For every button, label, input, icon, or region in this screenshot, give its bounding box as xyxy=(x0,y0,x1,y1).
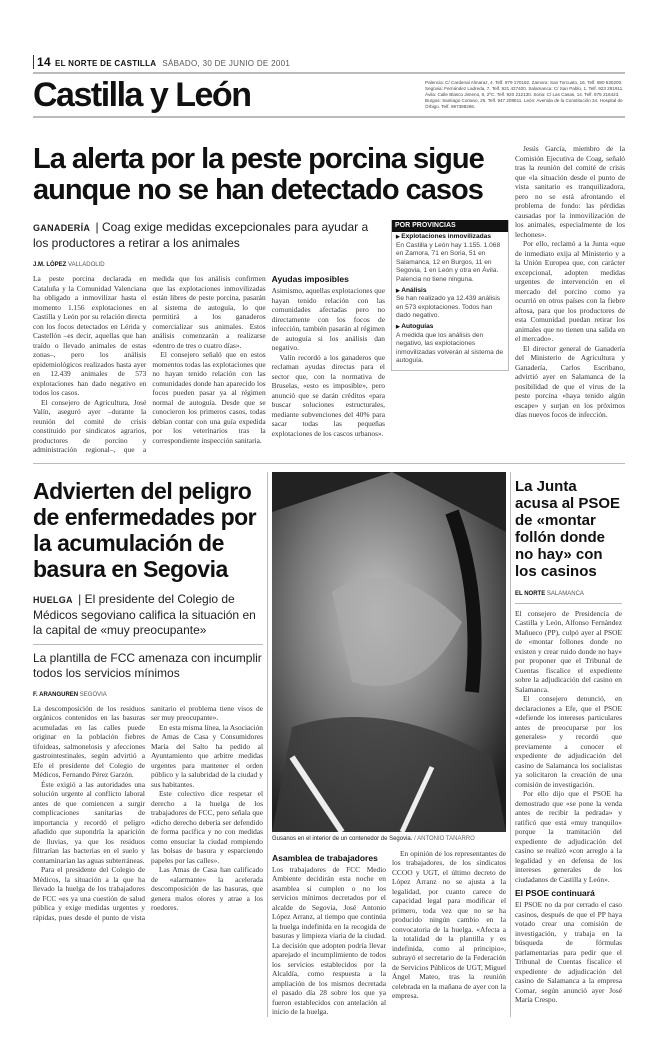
sidebar-item-text: A medida que los análisis den negativo, las explotaciones inmovilizadas volverán al sistema de autoguía. xyxy=(396,331,504,365)
paragraph: Por ello dijo que el PSOE ha demostrado que «se pone la venda antes de recibir la pedrada» y ratificó que está «muy tranquilo» porque la tramitación del expediente de adjudicación del casino se realizó «con arreglo a la legalidad y en defensa de los intereses generales de los ciudadanos de Castilla y León». xyxy=(515,789,622,884)
photo-garbage-container xyxy=(272,472,506,832)
paragraph: Este colectivo dice respetar el derecho a la huelga de los trabajadores de FCC, pero señala que «dicho derecho debería ser defendido de forma pacífica y no con medidas como ensuciar la ciudad rompiendo las bolsas de basura y esparciendo papeles por las calles». xyxy=(151,789,263,865)
article-subhead: GANADERÍA | Coag exige medidas excepcionales para ayudar a los productores a retirar a los animales xyxy=(33,220,369,250)
column-divider xyxy=(510,472,511,1017)
paragraph: En opinión de los representantes de los trabajadores, de los sindicatos CCOO y UGT, el último decreto de López Arranz no se ajusta a la legalidad, por cuanto carece de capacidad legal para modificar el primero, toda vez que no se ha producido ningún cambio en la convocatoria de la huelga. «Afecta a la totalidad de la plantilla y es indefinida, como al principio», subrayó el secretario de la Federación de Servicios Públicos de UGT, Miguel Ángel Mateo, tras la reunión celebrada en la mañana de ayer con la empresa. xyxy=(392,848,506,1000)
sidebar-por-provincias xyxy=(391,220,509,371)
sidebar-item xyxy=(392,232,508,286)
paragraph: El consejero señaló que en estos momentos todas las explotaciones que no hayan tenido relación con las comunidades donde han aparecido los focos pueden pasar ya al régimen normal de autoguía. Desde que se conocieron los primeros casos, todas debían contar con una guía expedida por los veterinarios tras la correspondiente inspección sanitaria. xyxy=(152,350,266,445)
photo-credit: / ANTONIO TANARRO xyxy=(414,835,475,842)
folio xyxy=(33,56,625,70)
paragraph: El consejero denunció, en declaraciones a Efe, que el PSOE «defiende los intereses particulares antes de preocuparse por los generales» y recordó que previamente a conocer el expediente de adjudicación del casino de Salamanca los socialistas ya solicitaron la creación de una comisión de investigación. xyxy=(515,694,622,789)
body-subheading: Asamblea de trabajadores xyxy=(272,852,378,863)
sidebar-title: POR PROVINCIAS xyxy=(392,220,508,232)
sidebar-item-title: ▶ Autoguías xyxy=(396,323,504,332)
body-subheading: El PSOE continuará xyxy=(515,888,595,898)
section-title: Castilla y León xyxy=(33,76,251,114)
kicker: HUELGA xyxy=(33,594,73,605)
byline-place: SALAMANCA xyxy=(546,590,584,597)
byline-author: EL NORTE xyxy=(515,590,546,597)
article-main xyxy=(33,220,385,455)
office-addresses: Palencia: C/ Cardenal Almaraz, 4. Telf. 979 170182. Zamora: San Torcuato, 16. Telf. 980 530200. Segovia: Fernández Ladreda, 7. Telf. 921 427400. Salamanca: C/ San Pablo, 1. Telf. 923 281911. Ávila: Calle Blasco Jimeno, 6, 2ºC. Telf. 920 212130. Soria: C/ Las Casas, 14. Telf. 975 216423. Burgos: Santiago Coriano, 25. Telf. 947 208811. León: Avenida de la Constitución 34. Hospital de Órbigo. Telf. 987388266. xyxy=(425,80,624,109)
divider xyxy=(33,463,625,464)
paragraph: La peste porcina declarada en Cataluña y la Comunidad Valenciana ha obligado a inmovilizar hasta el momento 1.156 explotaciones en Castilla y León por su relación directa con los focos detectados en Lérida y Castellón –es decir, aquellas que han traído o llevado animales de estas zonas–, pero los análisis epidemiológicos realizados hasta ayer en 12.439 animales de 573 explotaciones han dado negativo en todos los casos. xyxy=(33,274,147,397)
article-head xyxy=(33,120,509,220)
caption-text: Gusanos en el interior de un contenedor de Segovia. xyxy=(272,835,413,842)
article-body xyxy=(33,704,263,923)
sidebar-item-text: Se han realizado ya 12.439 análisis en 573 explotaciones. Todos han dado negativo. xyxy=(396,295,501,320)
continued-text xyxy=(515,144,625,420)
paragraph: La descomposición de los residuos orgánicos contenidos en las basuras acumuladas en las calles puede originar en la población fiebres tifoideas, salmonelosis y afecciones gastrointestinales, según advirtió a Efe el presidente del Colegio de Médicos, Fernando Pérez Garzón. xyxy=(33,703,145,779)
article-headline: La Junta acusa al PSOE de «montar follón donde no hay» con los casinos xyxy=(515,477,621,580)
newspaper-name: EL NORTE DE CASTILLA xyxy=(54,59,157,68)
subhead-text: El presidente del Colegio de Médicos segoviano califica la situación en la capital de «muy preocupante» xyxy=(33,591,256,637)
paragraph: Éste exigió a las autoridades una solución urgente al conflicto laboral antes de que comiencen a surgir complicaciones sanitarias de importancia y recordó el peligro añadido que supondría la aparición de lluvias, ya que los residuos filtrarían las bacterias en el suelo y contaminarían las aguas subterráneas. xyxy=(33,779,145,865)
sidebar-item-text: En Castilla y León hay 1.155. 1.068 en Zamora, 71 en Soria, 51 en Salamanca, 12 en Burgos, 11 en Segovia, 1 en León y otra en Ávila. Palencia no tiene ninguna. xyxy=(396,241,501,283)
subhead-text: Coag exige medidas excepcionales para ayudar a los productores a retirar a los animales xyxy=(33,220,369,250)
column-divider xyxy=(267,472,268,1017)
kicker: GANADERÍA xyxy=(33,223,91,233)
body-subheading: Ayudas imposibles xyxy=(271,274,349,284)
article-peste-porcina xyxy=(33,120,625,455)
paragraph: El director general de Ganadería del Ministerio de Agricultura y Ganadería, Carlos Escribano, advirtió ayer en Salamanca de la posibilidad de que el virus de la peste porcina «haya tenido algún escape» y surjan en los próximos días nuevos focos de infección. xyxy=(515,343,625,419)
byline-place: VALLADOLID xyxy=(68,262,105,268)
page-number: 14 xyxy=(33,55,51,69)
divider xyxy=(515,603,622,604)
byline-author: J.M. LÓPEZ xyxy=(33,262,67,268)
sidebar-item-title: ▶ Explotaciones inmovilizadas xyxy=(396,233,504,242)
byline-author: F. ARANGUREN xyxy=(33,691,79,698)
article-body xyxy=(33,274,385,455)
paragraph: El PSOE no da por cerrado el caso casinos, después de que el PP haya votado crear una comisión de investigación, y trabaja en la búsqueda de fórmulas parlamentarias para pedir que el Tribunal de Cuentas fiscalice el expediente de adjudicación del casino de Salamanca a la empresa Comar, según anunció ayer José María Crespo. xyxy=(515,900,622,1004)
paragraph: Las Amas de Casa han calificado de «alarmante» la acelerada descomposición de las basuras, que genera malos olores y atrae a los roedores. xyxy=(151,865,263,912)
byline xyxy=(33,261,385,270)
sidebar-item xyxy=(392,286,508,322)
paragraph: Los trabajadores de FCC Medio Ambiente decidirán esta noche en asamblea si cumplen o no los servicios mínimos decretados por el alcalde de Segovia, José Antonio López Arranz, al tiempo que continúa la huelga indefinida en la recogida de basuras y limpieza viaria de la ciudad. La decisión que adopten podría llevar aparejado el incumplimiento de todos los servicios establecidos por la Alcaldía, como respuesta a la ampliación de los mismos decretada el pasado día 28 sobre los que ya fueron establecidos con antelación al inicio de la huelga. xyxy=(272,864,386,1016)
article-body-continued xyxy=(515,120,625,420)
sidebar-item-title: ▶ Análisis xyxy=(396,287,504,296)
photo-column xyxy=(272,472,506,1017)
paragraph: Jesús García, miembro de la Comisión Ejecutiva de Coag, señaló tras la reunión del comité de crisis que «la situación desde el punto de vista sanitario es tranquilizadora, pero no se está afrontando el problema de fondo: las pérdidas causadas por la inmovilización de los animales, especialmente de los lechones». xyxy=(515,144,625,239)
article-subhead: HUELGA | El presidente del Colegio de Médicos segoviano califica la situación en la capital de «muy preocupante» xyxy=(33,591,256,637)
paragraph: Valín recordó a los ganaderos que reclaman ayudas directas para el sector que, con la normativa de Bruselas, «esto es imposible», pero anunció que se darán créditos «para buscar soluciones estructurales, mediante subvenciones del 40% para sacar todas las pequeñas explotaciones de los cascos urbanos». xyxy=(271,352,385,438)
paragraph: Por ello, reclamó a la Junta «que de inmediato exija al Ministerio y a la Unión Europea que, con carácter excepcional, adopten medidas urgentes de intervención en el mercado del porcino como ya ocurrió en otros países con la fiebre aftosa, para que los productores de esta Comunidad puedan retirar los animales que no tienen una salida en el mercado». xyxy=(515,239,625,343)
paragraph: Para el presidente del Colegio de Médicos, la situación a la que ha llevado la huelga de los trabajadores de FCC «es ya una cuestión de salud pública y exige medidas urgentes y rápidas, pues desde el punto de vista sanitario el problema tiene visos de ser muy preocupante». xyxy=(33,703,263,922)
article-headline: Advierten del peligro de enfermedades por la acumulación de basura en Segovia xyxy=(33,477,257,582)
article-casinos xyxy=(515,472,622,1017)
article-basura-segovia xyxy=(33,472,263,1017)
lower-section xyxy=(33,472,625,1017)
paragraph: El consejero de Agricultura, José Valín, aseguró ayer –durante la reunión del comité de crisis constituido por sindicatos agrarios, productores de porcino y administración regional–, que a medida que los análisis confirmen que las explotaciones inmovilizadas están libres de peste porcina, pasarán al sistema de autoguía, lo que permitirá a los ganaderos comercializar sus animales. Estos análisis comenzarán a realizarse «dentro de tres o cuatro días». xyxy=(33,274,266,454)
byline xyxy=(33,691,263,700)
article-deck: La plantilla de FCC amenaza con incumplir todos los servicios mínimos xyxy=(33,650,262,680)
sidebar-item xyxy=(392,322,508,367)
paragraph: El consejero de Presidencia de Castilla y León, Alfonso Fernández Mañueco (PP), culpó ayer al PSOE de «montar follones donde no existen y crear ruido donde no hay» por proponer que el Tribunal de Cuentas fiscalice el expediente sobre la adjudicación del casino en Salamanca. xyxy=(515,608,622,694)
article-headline: La alerta por la peste porcina sigue aunque no se han detectado casos xyxy=(33,143,484,206)
paragraph: Asimismo, aquellas explotaciones que hayan tenido relación con las comunidades afectadas pero no directamente con los focos de infección, también pasarán al régimen de autoguía si los análisis dan negativo. xyxy=(271,286,385,352)
paragraph: En esta misma línea, la Asociación de Amas de Casa y Consumidores María del Salto ha pedido al Ayuntamiento que arbitre medidas urgentes para mantener el orden público y la salubridad de la ciudad y sus habitantes. xyxy=(151,722,263,789)
divider xyxy=(33,72,625,74)
photo-caption xyxy=(272,835,506,843)
byline xyxy=(515,590,622,599)
issue-date: SÁBADO, 30 DE JUNIO DE 2001 xyxy=(162,59,291,68)
article-body xyxy=(515,609,622,1005)
sidebar-column xyxy=(391,220,509,377)
section-header xyxy=(33,76,625,114)
divider xyxy=(33,644,263,645)
divider xyxy=(33,116,625,118)
byline-place: SEGOVIA xyxy=(79,691,107,698)
article-body-continued xyxy=(272,849,506,1017)
